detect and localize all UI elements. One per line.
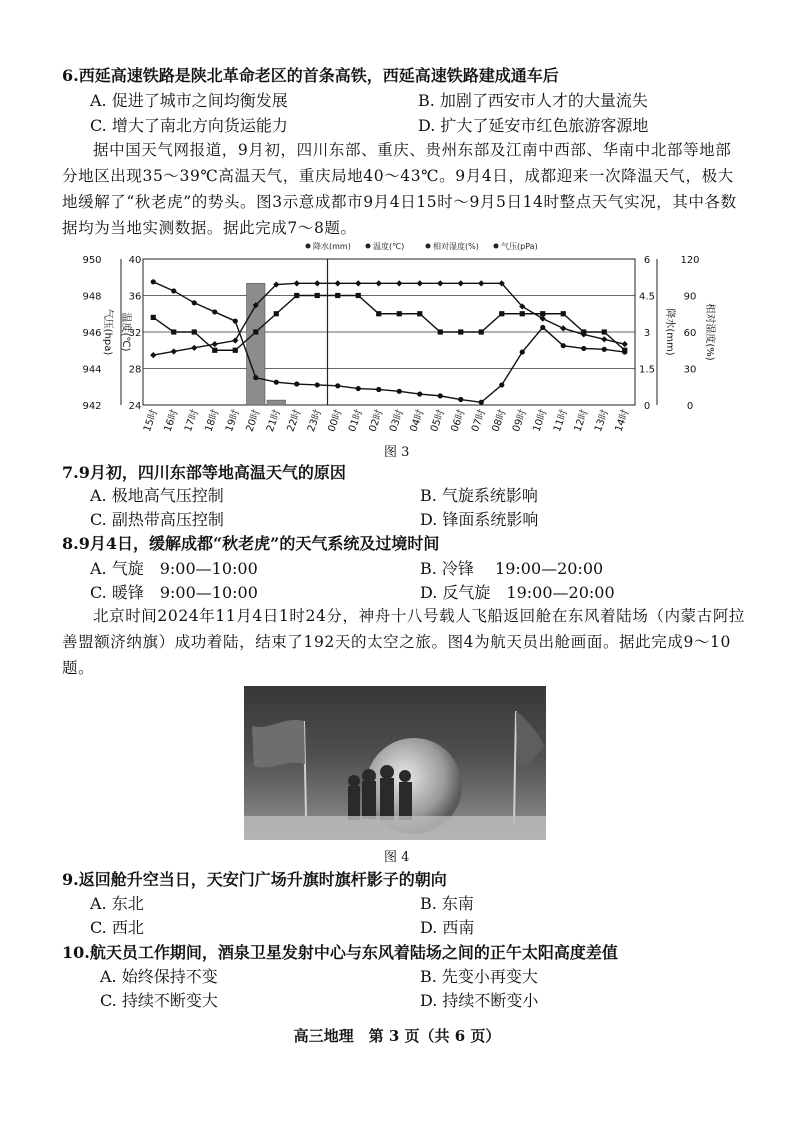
x-tick-label: 19时 xyxy=(223,408,243,434)
temperature-point xyxy=(274,380,279,385)
temperature-point xyxy=(622,349,627,354)
x-tick-label: 17时 xyxy=(182,408,202,434)
precip-bar xyxy=(247,283,265,405)
q10-stem: 10.航天员工作期间，酒泉卫星发射中心与东风着陆场之间的正午太阳高度差值 xyxy=(62,943,618,962)
q7-option-c: C. 副热带高压控制 xyxy=(90,510,224,529)
humidity-point xyxy=(335,280,341,286)
q10-option-b: B. 先变小再变大 xyxy=(420,967,538,986)
passage-weather: 据中国天气网报道，9月初，四川东部、重庆、贵州东部及江南中西部、华南中北部等地部分地区出现35～39℃高温天气，重庆局地40～43℃。9月4日，成都迎来一次降温天气，极大地缓解了“秋老虎”的势头。图3示意成都市9月4日15时～9月5日14时整点天气实况，其中各数据均为当地实测数据。据此完成7～8题。 xyxy=(62,141,737,237)
x-tick-label: 07时 xyxy=(469,408,489,434)
x-tick-label: 09时 xyxy=(510,408,530,434)
pressure-axis-label: 气压(hpa) xyxy=(102,308,113,356)
humidity-point xyxy=(478,280,484,286)
humidity-tick-label: 60 xyxy=(683,328,697,339)
x-tick-label: 23时 xyxy=(305,408,325,434)
precip-tick-label: 4.5 xyxy=(639,291,655,303)
left-flag xyxy=(252,720,305,768)
temperature-point xyxy=(376,387,381,392)
humidity-point xyxy=(355,280,361,286)
pressure-point xyxy=(438,329,443,334)
pressure-point xyxy=(602,329,607,334)
x-tick-label: 03时 xyxy=(387,408,407,434)
humidity-point xyxy=(232,337,238,343)
precip-axis-label: 降水(mm) xyxy=(664,308,675,356)
precip-tick-label: 3 xyxy=(643,328,651,339)
q8-option-b: B. 冷锋 19:00—20:00 xyxy=(420,559,604,578)
temperature-point xyxy=(540,325,545,330)
legend-entry: 气压(pPa) xyxy=(501,242,538,251)
pressure-point xyxy=(192,329,197,334)
landing-scene-illustration xyxy=(244,686,546,840)
temperature-point xyxy=(171,288,176,293)
temperature-point xyxy=(458,397,463,402)
x-tick-label: 21时 xyxy=(264,408,284,434)
humidity-tick-label: 0 xyxy=(686,401,694,412)
figure3-weather-chart xyxy=(80,237,720,437)
pressure-tick-label: 948 xyxy=(82,291,102,303)
q8-option-a: A. 气旋 9:00—10:00 xyxy=(90,559,258,578)
temperature-point xyxy=(253,375,258,380)
q9-option-b: B. 东南 xyxy=(420,894,474,913)
humidity-tick-label: 90 xyxy=(683,291,697,303)
x-tick-label: 20时 xyxy=(244,408,263,434)
pressure-point xyxy=(499,311,504,316)
x-tick-label: 16时 xyxy=(162,408,181,434)
series-line-humidity xyxy=(153,283,625,355)
x-tick-label: 08时 xyxy=(490,408,509,434)
humidity-point xyxy=(417,280,423,286)
temperature-point xyxy=(581,346,586,351)
temperature-axis-label: 温度(℃) xyxy=(120,312,131,352)
pressure-point xyxy=(294,293,299,298)
q7-option-d: D. 锋面系统影响 xyxy=(420,510,539,529)
humidity-point xyxy=(458,280,464,286)
figure4-caption: 图 4 xyxy=(384,850,410,865)
q9-option-d: D. 西南 xyxy=(420,918,475,937)
temperature-point xyxy=(520,349,525,354)
legend-entry: 温度(℃) xyxy=(373,242,405,251)
x-tick-label: 06时 xyxy=(449,408,468,434)
x-tick-label: 10时 xyxy=(531,408,550,434)
temperature-point xyxy=(315,382,320,387)
q6-option-b: B. 加剧了西安市人才的大量流失 xyxy=(418,91,648,110)
q7-option-b: B. 气旋系统影响 xyxy=(420,486,538,505)
pressure-tick-label: 946 xyxy=(82,328,102,339)
humidity-point xyxy=(376,280,382,286)
temperature-point xyxy=(192,300,197,305)
pressure-point xyxy=(212,348,217,353)
temperature-point xyxy=(417,391,422,396)
pressure-point xyxy=(151,315,156,320)
humidity-point xyxy=(191,345,197,351)
temperature-tick-label: 32 xyxy=(128,328,142,339)
passage-shenzhou: 北京时间2024年11月4日1时24分，神舟十八号载人飞船返回舱在东风着陆场（内蒙古阿拉善盟额济纳旗）成功着陆，结束了192天的太空之旅。图4为航天员出舱画面。据此完成9～10题。 xyxy=(62,607,746,677)
pressure-point xyxy=(561,311,566,316)
legend-marker xyxy=(306,244,311,249)
temperature-point xyxy=(602,347,607,352)
x-tick-label: 13时 xyxy=(592,408,612,434)
humidity-point xyxy=(150,352,156,358)
q9-option-a: A. 东北 xyxy=(90,894,144,913)
q6-option-a: A. 促进了城市之间均衡发展 xyxy=(90,91,288,110)
humidity-point xyxy=(396,280,402,286)
temperature-point xyxy=(233,318,238,323)
q6-option-c: C. 增大了南北方向货运能力 xyxy=(90,116,288,135)
x-tick-label: 14时 xyxy=(613,408,632,434)
humidity-point xyxy=(314,280,320,286)
x-tick-label: 22时 xyxy=(285,408,304,434)
pressure-point xyxy=(520,311,525,316)
q10-option-c: C. 持续不断变大 xyxy=(100,991,218,1010)
temperature-tick-label: 40 xyxy=(128,255,142,266)
pressure-point xyxy=(335,293,340,298)
figure3-caption: 图 3 xyxy=(384,445,410,460)
x-tick-label: 18时 xyxy=(203,408,222,434)
q7-stem: 7.9月初，四川东部等地高温天气的原因 xyxy=(62,463,346,482)
legend-entry: 相对湿度(%) xyxy=(433,242,479,251)
humidity-tick-label: 120 xyxy=(680,255,700,266)
temperature-tick-label: 24 xyxy=(128,401,142,412)
page-footer: 高三地理 第 3 页（共 6 页） xyxy=(293,1027,501,1045)
q9-option-c: C. 西北 xyxy=(90,918,144,937)
x-tick-label: 04时 xyxy=(408,408,427,434)
q8-option-c: C. 暖锋 9:00—10:00 xyxy=(90,583,258,602)
temperature-point xyxy=(438,393,443,398)
humidity-point xyxy=(437,280,443,286)
pressure-point xyxy=(356,293,361,298)
x-tick-label: 05时 xyxy=(428,408,448,434)
precip-tick-label: 1.5 xyxy=(639,364,655,376)
temperature-point xyxy=(151,279,156,284)
x-tick-label: 12时 xyxy=(572,408,591,434)
legend-entry: 降水(mm) xyxy=(313,242,351,251)
humidity-point xyxy=(560,325,566,331)
x-tick-label: 00时 xyxy=(326,408,345,434)
x-tick-label: 11时 xyxy=(551,408,571,434)
humidity-point xyxy=(601,336,607,342)
pressure-tick-label: 950 xyxy=(82,255,102,266)
q6-option-d: D. 扩大了延安市红色旅游客源地 xyxy=(418,116,649,135)
pressure-point xyxy=(397,311,402,316)
precip-tick-label: 6 xyxy=(643,255,651,266)
q9-stem: 9.返回舱升空当日，天安门广场升旗时旗杆影子的朝向 xyxy=(62,870,447,889)
temperature-point xyxy=(479,400,484,405)
temperature-point xyxy=(561,343,566,348)
q8-stem: 8.9月4日，缓解成都“秋老虎”的天气系统及过境时间 xyxy=(62,534,440,553)
x-tick-label: 15时 xyxy=(141,408,161,434)
pressure-tick-label: 942 xyxy=(82,401,102,412)
q10-option-d: D. 持续不断变小 xyxy=(420,991,539,1010)
humidity-point xyxy=(212,341,218,347)
pressure-tick-label: 944 xyxy=(82,364,102,376)
pressure-point xyxy=(253,329,258,334)
pressure-point xyxy=(458,329,463,334)
temperature-point xyxy=(335,383,340,388)
pressure-point xyxy=(274,311,279,316)
humidity-point xyxy=(622,341,628,347)
temperature-point xyxy=(397,389,402,394)
legend-marker xyxy=(366,244,371,249)
temperature-point xyxy=(356,386,361,391)
temperature-point xyxy=(212,309,217,314)
pressure-point xyxy=(417,311,422,316)
humidity-point xyxy=(294,280,300,286)
humidity-axis-label: 相对湿度(%) xyxy=(704,303,715,361)
pressure-point xyxy=(233,348,238,353)
figure4-photo xyxy=(244,686,546,840)
q6-stem: 6.西延高速铁路是陕北革命老区的首条高铁，西延高速铁路建成通车后 xyxy=(62,66,559,85)
q8-option-d: D. 反气旋 19:00—20:00 xyxy=(420,583,615,602)
temperature-point xyxy=(294,381,299,386)
temperature-point xyxy=(499,382,504,387)
temperature-tick-label: 28 xyxy=(128,364,142,376)
x-tick-label: 02时 xyxy=(367,408,386,434)
pressure-point xyxy=(479,329,484,334)
temperature-tick-label: 36 xyxy=(128,291,142,303)
pressure-point xyxy=(171,329,176,334)
humidity-tick-label: 30 xyxy=(683,364,697,376)
q10-option-a: A. 始终保持不变 xyxy=(100,967,218,986)
humidity-point xyxy=(171,348,177,354)
x-tick-label: 01时 xyxy=(346,408,366,434)
pressure-point xyxy=(315,293,320,298)
pressure-point xyxy=(376,311,381,316)
q7-option-a: A. 极地高气压控制 xyxy=(90,486,224,505)
legend-marker xyxy=(494,244,499,249)
precip-bar xyxy=(267,400,285,405)
precip-tick-label: 0 xyxy=(643,401,651,412)
humidity-point xyxy=(540,316,546,322)
legend-marker xyxy=(426,244,431,249)
